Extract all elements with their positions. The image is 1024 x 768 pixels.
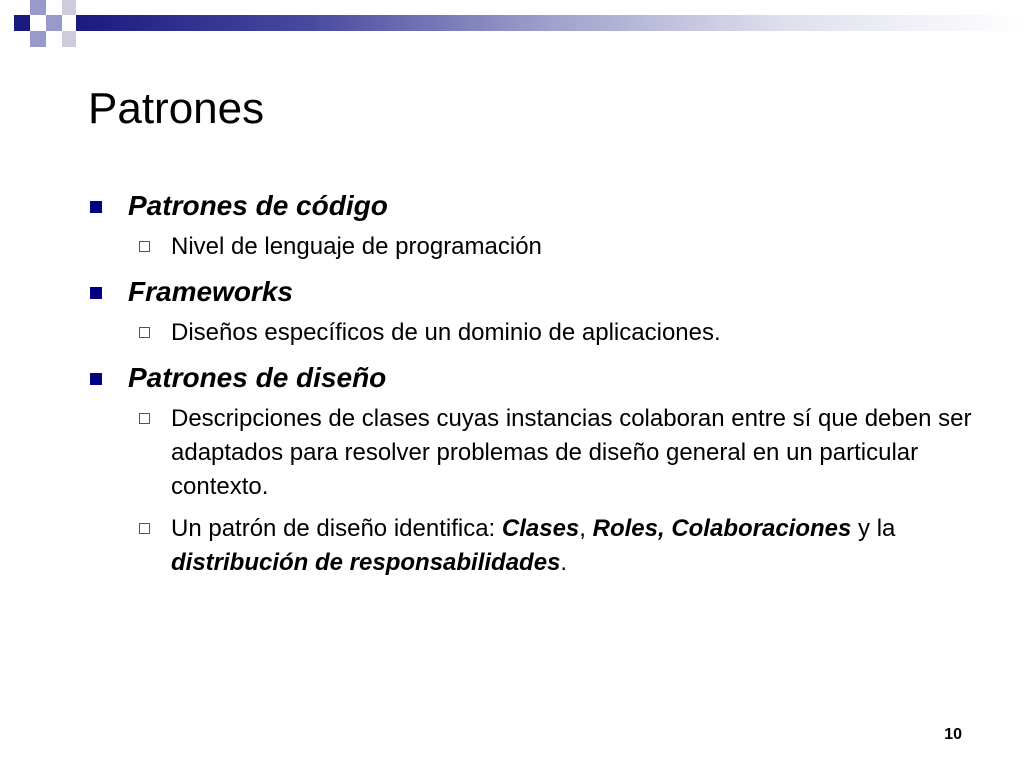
square-bullet-icon [90,373,102,385]
hollow-square-bullet-icon [139,413,150,424]
sub-bullet [88,316,998,350]
bullet-heading: Patrones de diseño [128,362,387,393]
bullet-patrones-diseno [88,358,998,398]
header-gradient-bar [76,15,1024,31]
slide-title: Patrones [88,84,265,133]
header-square-pale [62,31,76,47]
emphasis-roles-colaboraciones: Roles, Colaboraciones [592,515,852,542]
square-bullet-icon [90,201,102,213]
sub-bullet-prefix: Un patrón de diseño identifica: [171,515,502,542]
page-number: 10 [944,726,962,743]
sub-bullet-text: Diseños específicos de un dominio de aplicaciones. [171,319,721,346]
conjunction-text: y la [851,515,896,542]
hollow-square-bullet-icon [139,327,150,338]
bullet-patrones-codigo [88,186,998,226]
header-square-light [46,15,62,31]
header-square-pale [62,0,76,15]
comma-separator: , [579,515,593,542]
sub-bullet-text: Nivel de lenguaje de programación [171,233,542,260]
sub-bullet-patron-identifica [88,512,998,580]
header-square-dark [14,15,30,31]
final-period: . [560,549,568,576]
square-bullet-icon [90,287,102,299]
sub-bullet-text: Descripciones de clases cuyas instancias colaboran entre sí que deben ser adaptados para resolver problemas de diseño general en un particular contexto. [171,405,972,500]
emphasis-distribucion: distribución de responsabilidades [171,549,561,576]
hollow-square-bullet-icon [139,241,150,252]
bullet-frameworks [88,272,998,312]
bullet-heading: Patrones de código [128,190,388,221]
header-square-light [30,31,46,47]
header-square-light [30,0,46,15]
slide-content [88,186,998,588]
sub-bullet [88,402,998,504]
bullet-heading: Frameworks [128,276,293,307]
emphasis-clases: Clases [501,515,580,542]
hollow-square-bullet-icon [139,523,150,534]
sub-bullet [88,230,998,264]
